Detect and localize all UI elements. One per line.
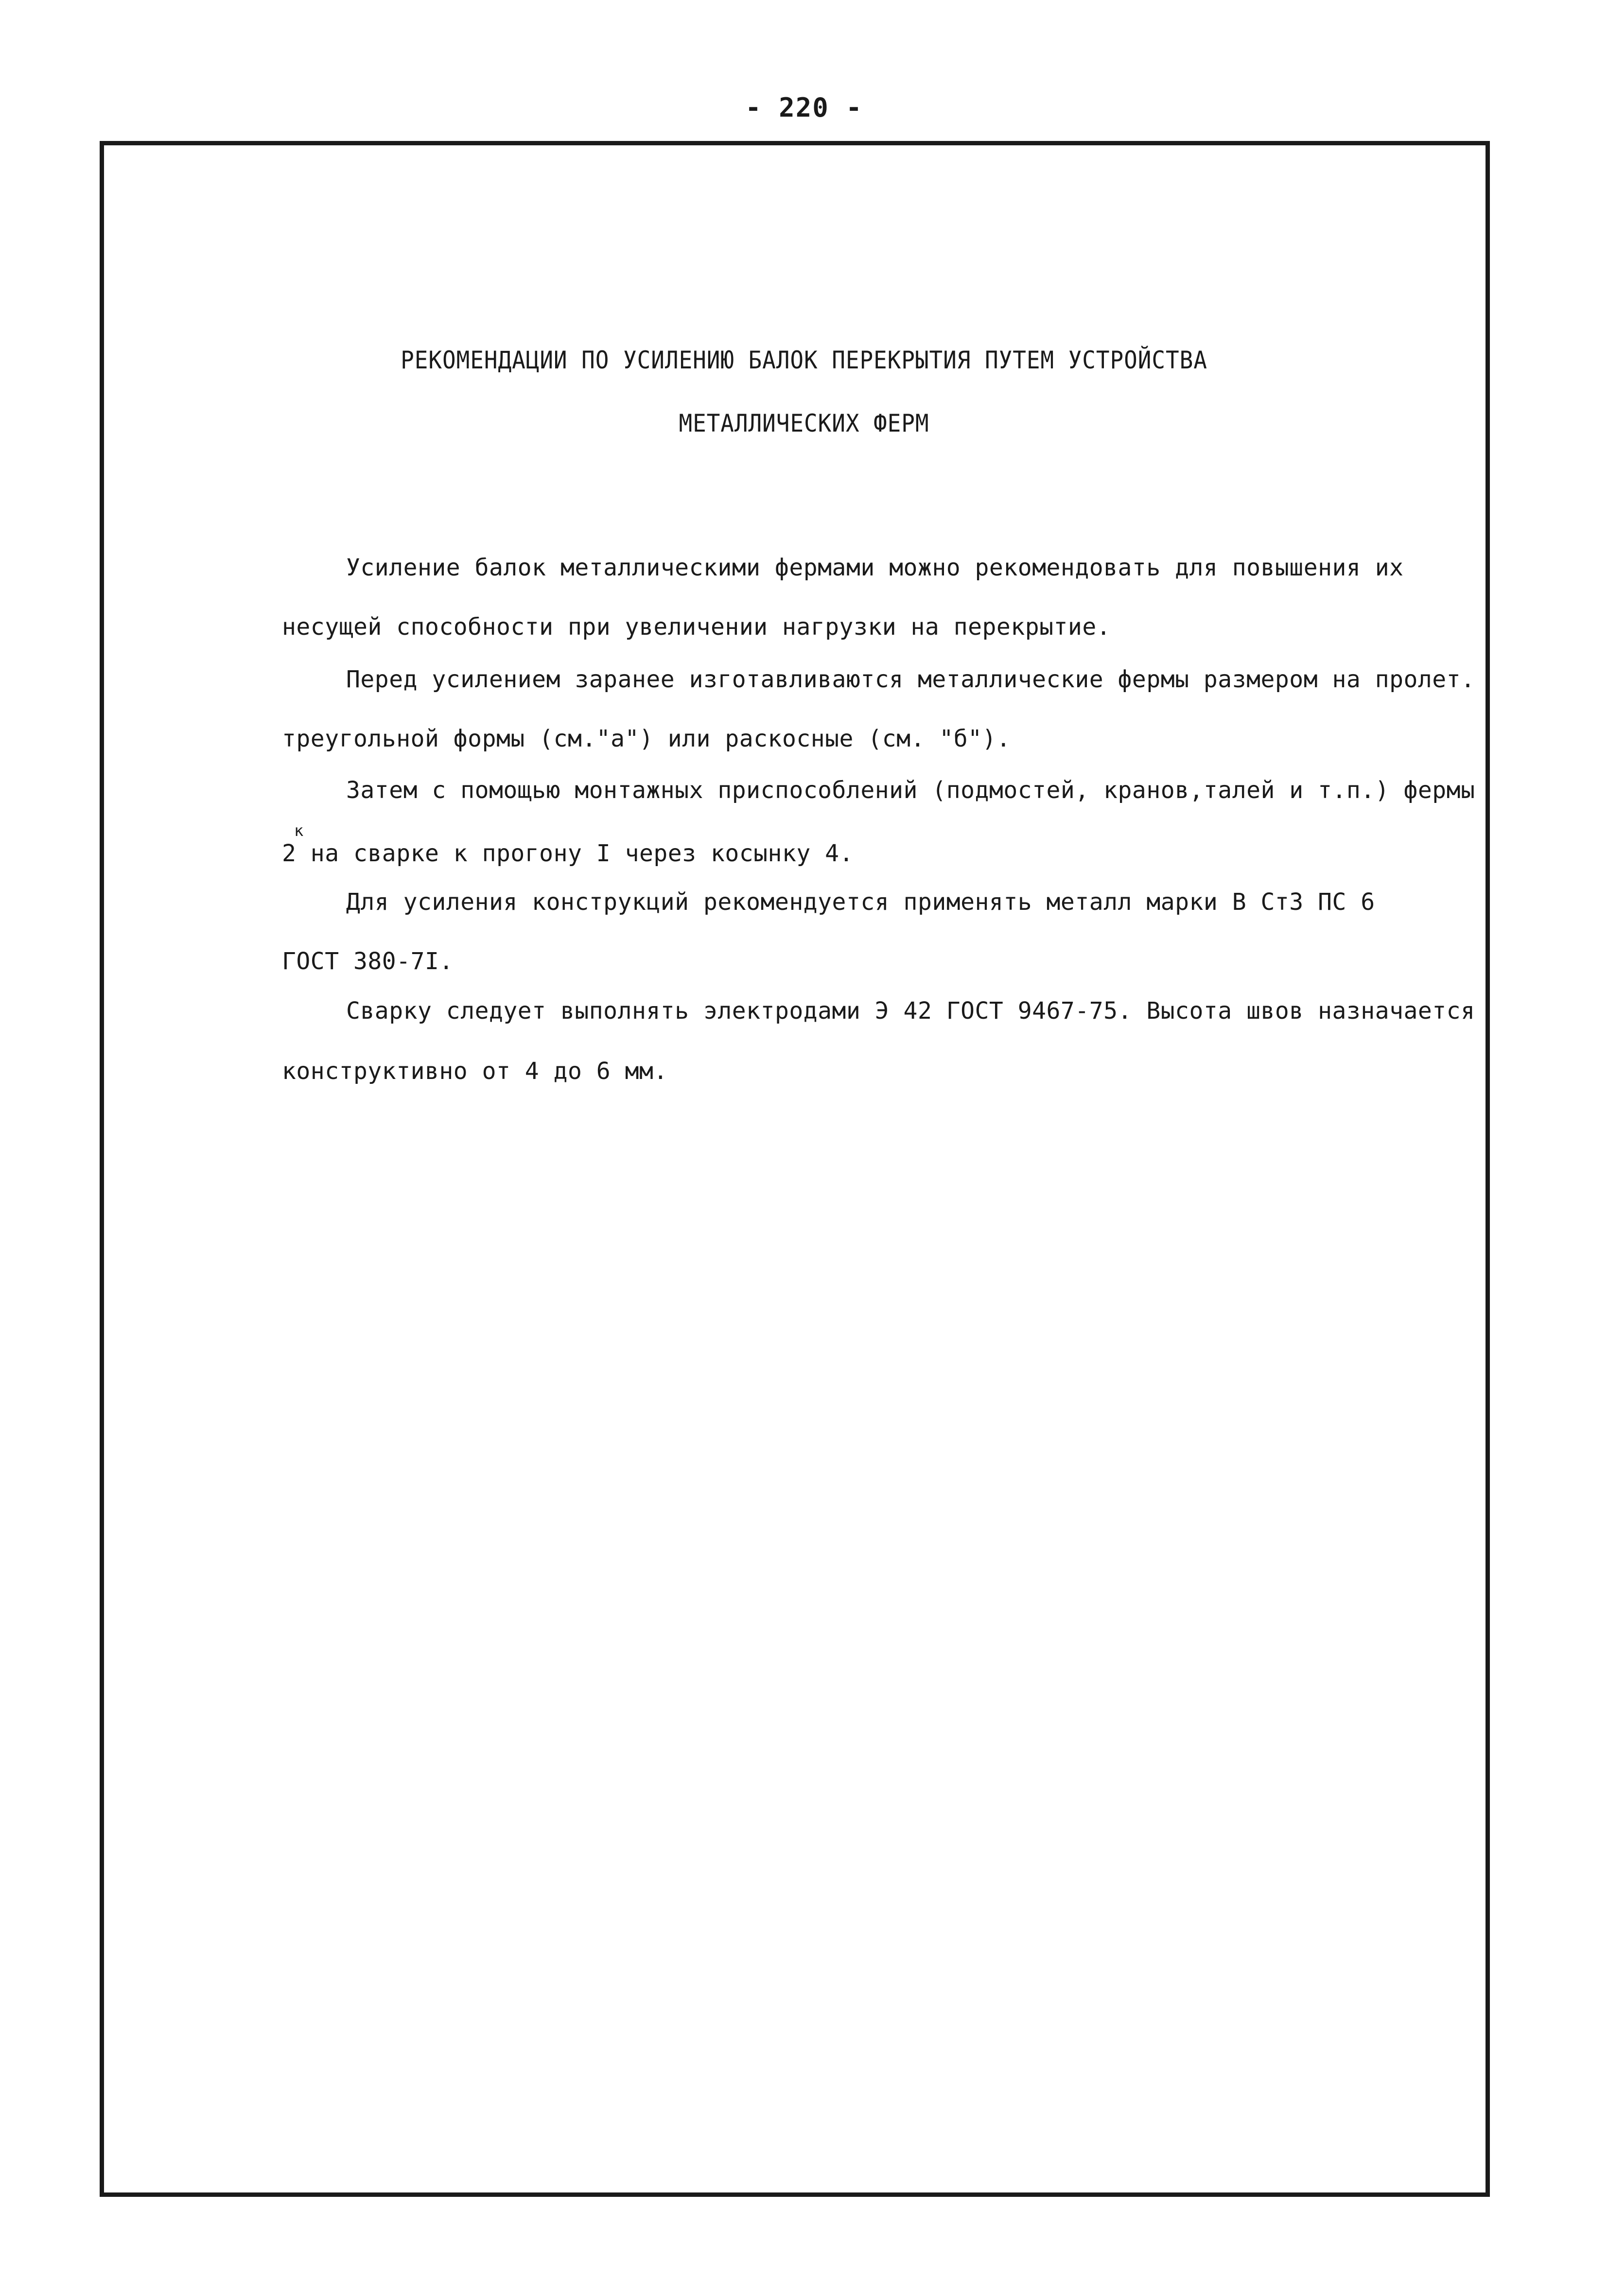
paragraph-3-superscript: к xyxy=(294,821,304,840)
paragraph-4-line-2: ГОСТ 380-7I. xyxy=(282,948,454,975)
document-title-line-1: РЕКОМЕНДАЦИИ ПО УСИЛЕНИЮ БАЛОК ПЕРЕКРЫТИЯ ПУТЕМ УСТРОЙСТВА xyxy=(401,346,1207,374)
paragraph-3-line-2: 2 на сварке к прогону I через косынку 4. xyxy=(282,840,854,867)
paragraph-3-line-1: Затем с помощью монтажных приспособлений (подмостей, кранов,талей и т.п.) фермы xyxy=(346,777,1475,804)
page-number: - 220 - xyxy=(745,92,863,123)
paragraph-5-line-1: Сварку следует выполнять электродами Э 42 ГОСТ 9467-75. Высота швов назначается xyxy=(346,997,1475,1025)
paragraph-5-line-2: конструктивно от 4 до 6 мм. xyxy=(282,1058,668,1085)
document-title-line-2: МЕТАЛЛИЧЕСКИХ ФЕРМ xyxy=(679,409,929,437)
paragraph-1-line-2: несущей способности при увеличении нагрузки на перекрытие. xyxy=(282,613,1111,641)
page-frame xyxy=(100,141,1490,2197)
paragraph-2-line-1: Перед усилением заранее изготавливаются металлические фермы размером на пролет. xyxy=(346,666,1475,693)
paragraph-1-line-1: Усиление балок металлическими фермами можно рекомендовать для повышения их xyxy=(346,554,1404,581)
paragraph-4-line-1: Для усиления конструкций рекомендуется применять металл марки В Ст3 ПС 6 xyxy=(346,888,1375,916)
paragraph-2-line-2: треугольной формы (см."а") или раскосные (см. "б"). xyxy=(282,725,1011,752)
